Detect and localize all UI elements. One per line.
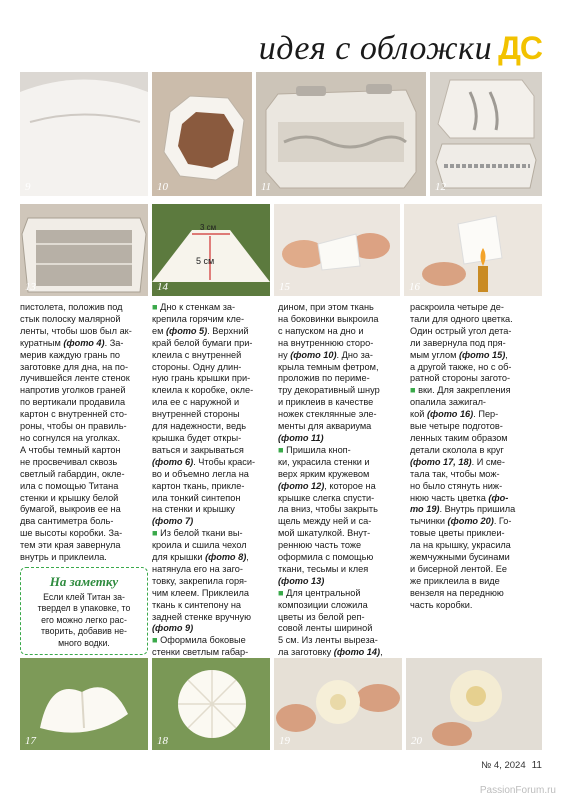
photo-14-image — [152, 204, 270, 296]
col2-line: на стенки и крышку — [152, 504, 235, 515]
col1-line: роны, чтобы он правиль- — [20, 421, 127, 432]
tip-line: его можно легко рас- — [41, 614, 127, 625]
col3-line: проложив по периме- — [278, 373, 370, 384]
tip-box — [20, 567, 148, 655]
photo-ref: то 19) — [410, 504, 440, 515]
tip-line: творить, добавив не- — [41, 626, 127, 637]
page-number: 11 — [531, 760, 542, 771]
col3-line: тру декоративный шнур — [278, 385, 380, 396]
photo-12 — [430, 72, 542, 196]
photo-ref: (фото 4) — [63, 337, 105, 348]
col1-line: ше высоты коробки. За- — [20, 528, 123, 539]
col1-line: стенки и крышку белой — [20, 492, 119, 503]
col2-line: ем (фото 5). Верхний — [152, 325, 249, 336]
col1-line: ила с помощью Титана — [20, 480, 119, 491]
photo-19 — [274, 658, 402, 750]
tip-line: много водки. — [58, 637, 110, 648]
col1-line: внутрь и приклеила. — [20, 552, 107, 563]
tip-line: Если клей Титан за- — [43, 592, 125, 602]
col1-line: напротив уголков граней — [20, 385, 126, 396]
col4-line: а другой также, но с об- — [410, 361, 512, 372]
col1-line: А чтобы темный картон — [20, 444, 121, 455]
text-column-2 — [152, 302, 270, 659]
photo-15 — [274, 204, 400, 296]
photo-9 — [20, 72, 148, 196]
col4-line: вензеля на переднюю — [410, 587, 504, 598]
photo-ref: (фото 20) — [447, 516, 494, 527]
photo-number: 13 — [25, 281, 36, 293]
photo-ref: (фото 15) — [458, 349, 506, 360]
col1-text: . За- — [104, 337, 124, 348]
photo-ref: (фото 7) — [152, 516, 194, 527]
col1-line: стык полоску малярной — [20, 313, 121, 324]
col2-line: для надежности, ведь — [152, 421, 247, 432]
photo-number: 11 — [261, 181, 272, 193]
col2-line: картон ткань, прикле- — [152, 480, 245, 491]
col3-line: оформила с помощью — [278, 552, 374, 563]
col2-line: ила тонкий синтепон — [152, 492, 241, 503]
photo-14-label-5cm: 5 см — [196, 256, 215, 266]
col3-line: совой ленты шириной — [278, 623, 373, 634]
page-footer — [481, 760, 542, 771]
photo-number: 10 — [157, 181, 168, 193]
col3-line — [278, 576, 400, 588]
magazine-logo: ДС — [498, 30, 542, 66]
col1-line: но согнулся на уголках. — [20, 432, 121, 443]
paragraph-marker: ■ — [278, 444, 287, 455]
col1-line: светлый габардин, окле- — [20, 468, 125, 479]
photo-number: 16 — [409, 281, 420, 293]
col1-line: тем эти края завернула — [20, 540, 121, 551]
photo-number: 19 — [279, 735, 290, 747]
col4-line: ли завернула под пря- — [410, 337, 506, 348]
col3-line: ла вниз, чтобы закрыть — [278, 504, 378, 515]
photo-number: 18 — [157, 735, 168, 747]
col2-line — [152, 516, 270, 528]
col2-line: задней стенке вручную — [152, 611, 252, 622]
photo-16 — [404, 204, 542, 296]
photo-number: 15 — [279, 281, 290, 293]
col3-line: с напуском на дно и — [278, 325, 364, 336]
col2-line: ■ Дно к стенкам за- — [152, 302, 236, 312]
paragraph-marker: ■ — [152, 635, 161, 646]
col3-line: 5 см. Из ленты выреза- — [278, 635, 378, 646]
col4-line: опалила зажигал- — [410, 397, 486, 408]
photo-ref: (фото 12) — [278, 480, 325, 491]
col3-line: ла заготовку (фото 14), — [278, 647, 383, 658]
photo-11-image — [256, 72, 426, 196]
col3-line: мой шкатулкой. Внут- — [278, 528, 371, 539]
col2-line: ную грань крышки при- — [152, 373, 251, 384]
col2-line: внутренней стороны — [152, 409, 240, 420]
col2-line: ила ее с наружной и — [152, 397, 240, 408]
photo-17-image — [20, 658, 148, 750]
photo-number: 14 — [157, 281, 168, 293]
issue-number: № 4, 2024 — [481, 760, 526, 771]
col2-line: крышка будет откры- — [152, 432, 242, 443]
col4-line: тала так, чтобы мож- — [410, 468, 500, 479]
photo-13 — [20, 204, 148, 296]
col4-line: кой (фото 16). Пер- — [410, 409, 499, 420]
col2-line: ваться и закрываться — [152, 444, 244, 455]
col2-line: чим клеем. Приклеила — [152, 587, 249, 598]
photo-9-image — [20, 72, 148, 196]
paragraph-marker: ■ — [410, 385, 419, 396]
col1-line: бумагой, выкроив ее на — [20, 504, 121, 515]
photo-number: 17 — [25, 735, 36, 747]
col4-line: ла на крышку, украсила — [410, 540, 511, 551]
photo-10 — [152, 72, 252, 196]
col3-line: верх ярким кружевом — [278, 468, 370, 479]
photo-ref: (фото 16) — [426, 409, 474, 420]
col2-line: крепила горячим кле- — [152, 313, 245, 324]
col4-line: тали для одного цветка. — [410, 313, 513, 324]
col4-line: (фото 17, 18). И сме- — [410, 456, 505, 467]
col1-line: картон с внутренней сто- — [20, 409, 128, 420]
col1-line — [20, 338, 148, 350]
photo-number: 20 — [411, 735, 422, 747]
col3-line: ■ Для центральной — [278, 587, 361, 598]
photo-13-image — [20, 204, 148, 296]
photo-ref: (фото 14) — [333, 647, 381, 658]
photo-16-image — [404, 204, 542, 296]
col3-line: ну (фото 10). Дно за- — [278, 349, 373, 360]
col2-line: (фото 6). Чтобы краси- — [152, 456, 256, 467]
col3-line: цветы из белой реп- — [278, 611, 365, 622]
text-column-4 — [410, 302, 542, 612]
col2-line — [152, 623, 270, 635]
col4-line: ленных таким образом — [410, 432, 508, 443]
col2-line: ■ Из белой ткани вы- — [152, 528, 243, 539]
col4-line: то 19). Внутрь пришила — [410, 504, 516, 515]
photo-20-image — [406, 658, 542, 750]
col1-text: куратным — [20, 337, 61, 348]
col2-line: товку, закрепила горя- — [152, 575, 247, 586]
col2-line: стороны. Одну длин- — [152, 361, 242, 372]
photo-ref: (фо- — [488, 492, 509, 503]
photo-number: 9 — [25, 181, 31, 193]
col3-line: дином, при этом ткань — [278, 302, 374, 312]
paragraph-marker: ■ — [152, 302, 161, 312]
col4-line: но было стянуть ниж- — [410, 480, 503, 491]
photo-15-image — [274, 204, 400, 296]
col3-line — [278, 433, 400, 445]
col4-line: товые цветы приклеи- — [410, 528, 505, 539]
photo-ref: (фото 8) — [205, 552, 247, 563]
tip-title: На заметку — [49, 574, 119, 589]
col4-line: же приклеила в виде — [410, 575, 500, 586]
col2-line: край белой бумаги при- — [152, 337, 253, 348]
col1-line: по вертикали продавила — [20, 397, 126, 408]
photo-17 — [20, 658, 148, 750]
tip-line: твердел в упаковке, то — [37, 603, 131, 614]
col4-line: вые четыре подготов- — [410, 421, 503, 432]
photo-ref: (фото 5) — [166, 325, 208, 336]
photo-12-image — [430, 72, 542, 196]
col1-line: заготовке для дна, на по- — [20, 361, 129, 372]
col3-line: крыла темным фетром, — [278, 361, 379, 372]
col3-line: и приклеив в качестве — [278, 397, 374, 408]
col2-line: клеила с внутренней — [152, 349, 242, 360]
page-header — [259, 30, 542, 70]
col1-line: ленты, чтобы шов был ак- — [20, 325, 132, 336]
photo-20 — [406, 658, 542, 750]
col4-line: раскроила четыре де- — [410, 302, 504, 312]
col3-line: ткани, тесьмы и клея — [278, 563, 369, 574]
photo-18-image — [152, 658, 270, 750]
watermark: PassionForum.ru — [479, 785, 556, 796]
col3-line: ■ Пришила кноп- — [278, 444, 351, 455]
photo-14-label-3cm: 3 см — [200, 223, 217, 232]
photo-ref: (фото 10) — [290, 349, 337, 360]
col3-line: ножек стеклянные эле- — [278, 409, 377, 420]
col3-line: на боковинки выкроила — [278, 313, 379, 324]
col2-line: натянула его на заго- — [152, 563, 243, 574]
photo-19-image — [274, 658, 402, 750]
col1-line: не просвечивал сквозь — [20, 456, 118, 467]
col4-line: и бисерной лентой. Ее — [410, 563, 507, 574]
text-column-1 — [20, 302, 148, 564]
col1-line: пистолета, положив под — [20, 302, 123, 312]
section-title: идея с обложки — [258, 30, 493, 67]
tip-text — [27, 592, 141, 649]
col3-line: (фото 12), которое на — [278, 480, 376, 491]
col2-line: ткань к синтепону на — [152, 599, 242, 610]
col4-line: ■ вки. Для закрепления — [410, 385, 511, 396]
col2-line: ■ Оформила боковые — [152, 635, 246, 646]
photo-ref: (фото 13) — [278, 575, 325, 586]
col1-line: лучившейся ленте стенок — [20, 373, 130, 384]
col3-line: ки, украсила стенки и — [278, 456, 370, 467]
col3-line: композиции сложила — [278, 599, 368, 610]
col3-line: крышке слегка спусти- — [278, 492, 375, 503]
col3-line: на внутреннюю сторо- — [278, 337, 374, 348]
col4-line: тычинки (фото 20). Го- — [410, 516, 512, 527]
photo-ref: (фото 9) — [152, 623, 194, 634]
photo-14 — [152, 204, 270, 296]
col2-line: кроила и сшила чехол — [152, 540, 247, 551]
photo-ref: (фото 11) — [278, 432, 324, 443]
col1-line: мерив каждую грань по — [20, 349, 121, 360]
photo-number: 12 — [435, 181, 446, 193]
col2-line: клеила к коробке, окле- — [152, 385, 254, 396]
col4-line: жемчужными бусинами — [410, 552, 510, 563]
col3-line: щель между ней и са- — [278, 516, 372, 527]
col4-line: нюю часть цветка (фо- — [410, 492, 509, 503]
col4-line: Один острый угол дета- — [410, 325, 512, 336]
col4-line: мым углом (фото 15), — [410, 349, 508, 360]
col4-line: часть коробки. — [410, 599, 473, 610]
col2-line: стенки светлым габар- — [152, 647, 249, 658]
col4-line: ратной стороны загото- — [410, 373, 511, 384]
photo-ref: (фото 6) — [152, 456, 194, 467]
paragraph-marker: ■ — [152, 528, 161, 539]
photo-11 — [256, 72, 426, 196]
photo-ref: (фото 17, 18) — [410, 456, 472, 467]
col1-line: два сантиметра боль- — [20, 516, 114, 527]
col2-line: для крышки (фото 8), — [152, 552, 249, 563]
col2-line: во и объемно легла на — [152, 468, 249, 479]
col3-line: менты для аквариума — [278, 421, 372, 432]
text-column-3 — [278, 302, 400, 659]
col3-line: реннюю часть тоже — [278, 540, 362, 551]
col4-line: детали сколола в круг — [410, 444, 504, 455]
photo-18 — [152, 658, 270, 750]
photo-10-image — [152, 72, 252, 196]
paragraph-marker: ■ — [278, 587, 287, 598]
